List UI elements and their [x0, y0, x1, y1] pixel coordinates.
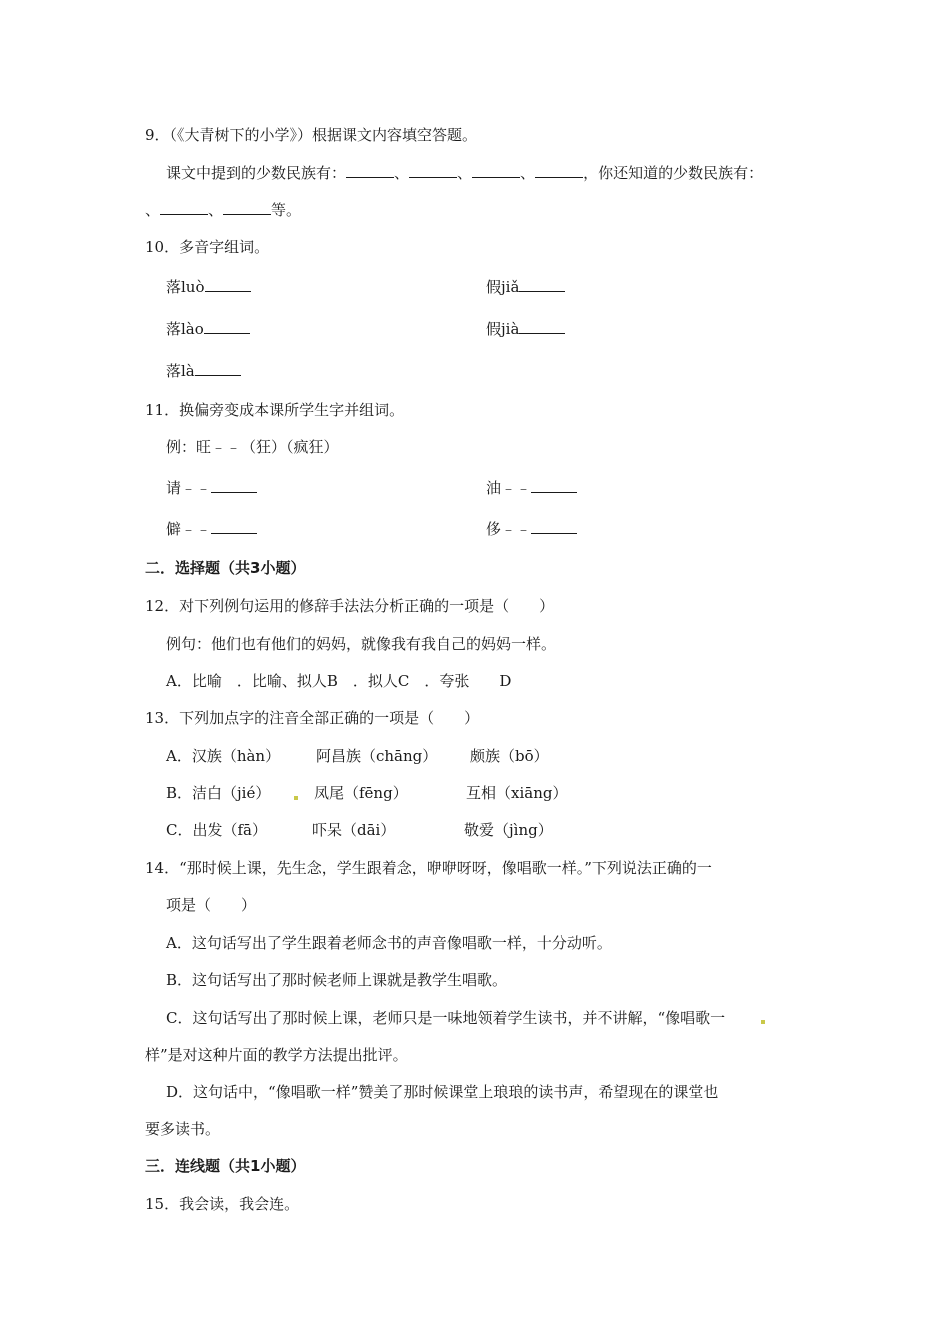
- q11-item: 侈﹣﹣: [486, 519, 577, 539]
- q11-item: 请﹣﹣: [166, 478, 257, 498]
- q14-stem: 14．“那时候上课，先生念，学生跟着念，咿咿呀呀，像唱歌一样。”下列说法正确的一: [145, 859, 712, 877]
- q9-line2: 、 、 等。: [145, 201, 302, 219]
- highlight-mark: [294, 796, 298, 800]
- highlight-mark: [761, 1020, 765, 1024]
- answer-blank[interactable]: [160, 200, 208, 215]
- section-heading: 二．选择题（共3小题）: [145, 559, 306, 577]
- q10-item: 落lào: [166, 319, 250, 339]
- q12-example: 例句：他们也有他们的妈妈，就像我有我自己的妈妈一样。: [166, 635, 557, 653]
- q14-option-a: A．这句话写出了学生跟着老师念书的声音像唱歌一样，十分动听。: [166, 934, 612, 952]
- q9-line1: 课文中提到的少数民族有： 、 、 、 ，你还知道的少数民族有：: [166, 164, 764, 182]
- q9-stem: 9．（《大青树下的小学》）根据课文内容填空答题。: [145, 126, 478, 144]
- answer-blank[interactable]: [195, 361, 241, 376]
- q13-option-b: 互相（xiāng）: [466, 784, 568, 802]
- q11-item: 僻﹣﹣: [166, 519, 257, 539]
- q13-option-c: 吓呆（dāi）: [312, 821, 396, 839]
- q13-option-a: 颇族（bō）: [470, 747, 549, 765]
- answer-blank[interactable]: [535, 163, 583, 178]
- answer-blank[interactable]: [531, 478, 577, 493]
- q11-stem: 11．换偏旁变成本课所学生字并组词。: [145, 401, 405, 419]
- q11-item: 油﹣﹣: [486, 478, 577, 498]
- q10-item: 落là: [166, 361, 241, 381]
- q15-stem: 15．我会读，我会连。: [145, 1195, 300, 1213]
- q13-option-b: B．洁白（jié）: [166, 784, 271, 802]
- q13-option-b: 凤尾（fēng）: [314, 784, 408, 802]
- answer-blank[interactable]: [204, 319, 250, 334]
- q14-stem: 项是（ ）: [166, 896, 257, 914]
- q14-option-d: 要多读书。: [145, 1120, 221, 1138]
- q14-option-d: D．这句话中，“像唱歌一样”赞美了那时候课堂上琅琅的读书声，希望现在的课堂也: [166, 1083, 719, 1101]
- q10-item: 落luò: [166, 277, 251, 297]
- q13-option-c: C．出发（fā）: [166, 821, 267, 839]
- q10-item: 假jià: [486, 319, 565, 339]
- q13-option-c: 敬爱（jìng）: [464, 821, 553, 839]
- answer-blank[interactable]: [346, 163, 394, 178]
- q14-option-c: C．这句话写出了那时候上课，老师只是一味地领着学生读书，并不讲解，“像唱歌一: [166, 1009, 726, 1027]
- answer-blank[interactable]: [519, 319, 565, 334]
- answer-blank[interactable]: [409, 163, 457, 178]
- q10-stem: 10．多音字组词。: [145, 238, 270, 256]
- q14-option-c: 样”是对这种片面的教学方法提出批评。: [145, 1046, 408, 1064]
- answer-blank[interactable]: [205, 277, 251, 292]
- answer-blank[interactable]: [223, 200, 271, 215]
- answer-blank[interactable]: [531, 519, 577, 534]
- answer-blank[interactable]: [472, 163, 520, 178]
- q10-item: 假jiǎ: [486, 277, 565, 297]
- q12-options: A．比喻 ．比喻、拟人B ．拟人C ．夸张 D: [166, 672, 512, 690]
- q11-example: 例：旺﹣﹣（狂）（疯狂）: [166, 438, 339, 456]
- q13-stem: 13．下列加点字的注音全部正确的一项是（ ）: [145, 709, 480, 727]
- answer-blank[interactable]: [211, 478, 257, 493]
- q13-option-a: A．汉族（hàn）: [166, 747, 281, 765]
- section-heading: 三．连线题（共1小题）: [145, 1157, 306, 1175]
- q13-option-a: 阿昌族（chāng）: [316, 747, 438, 765]
- q14-option-b: B．这句话写出了那时候老师上课就是教学生唱歌。: [166, 971, 508, 989]
- q12-stem: 12．对下列例句运用的修辞手法法分析正确的一项是（ ）: [145, 597, 555, 615]
- answer-blank[interactable]: [211, 519, 257, 534]
- answer-blank[interactable]: [519, 277, 565, 292]
